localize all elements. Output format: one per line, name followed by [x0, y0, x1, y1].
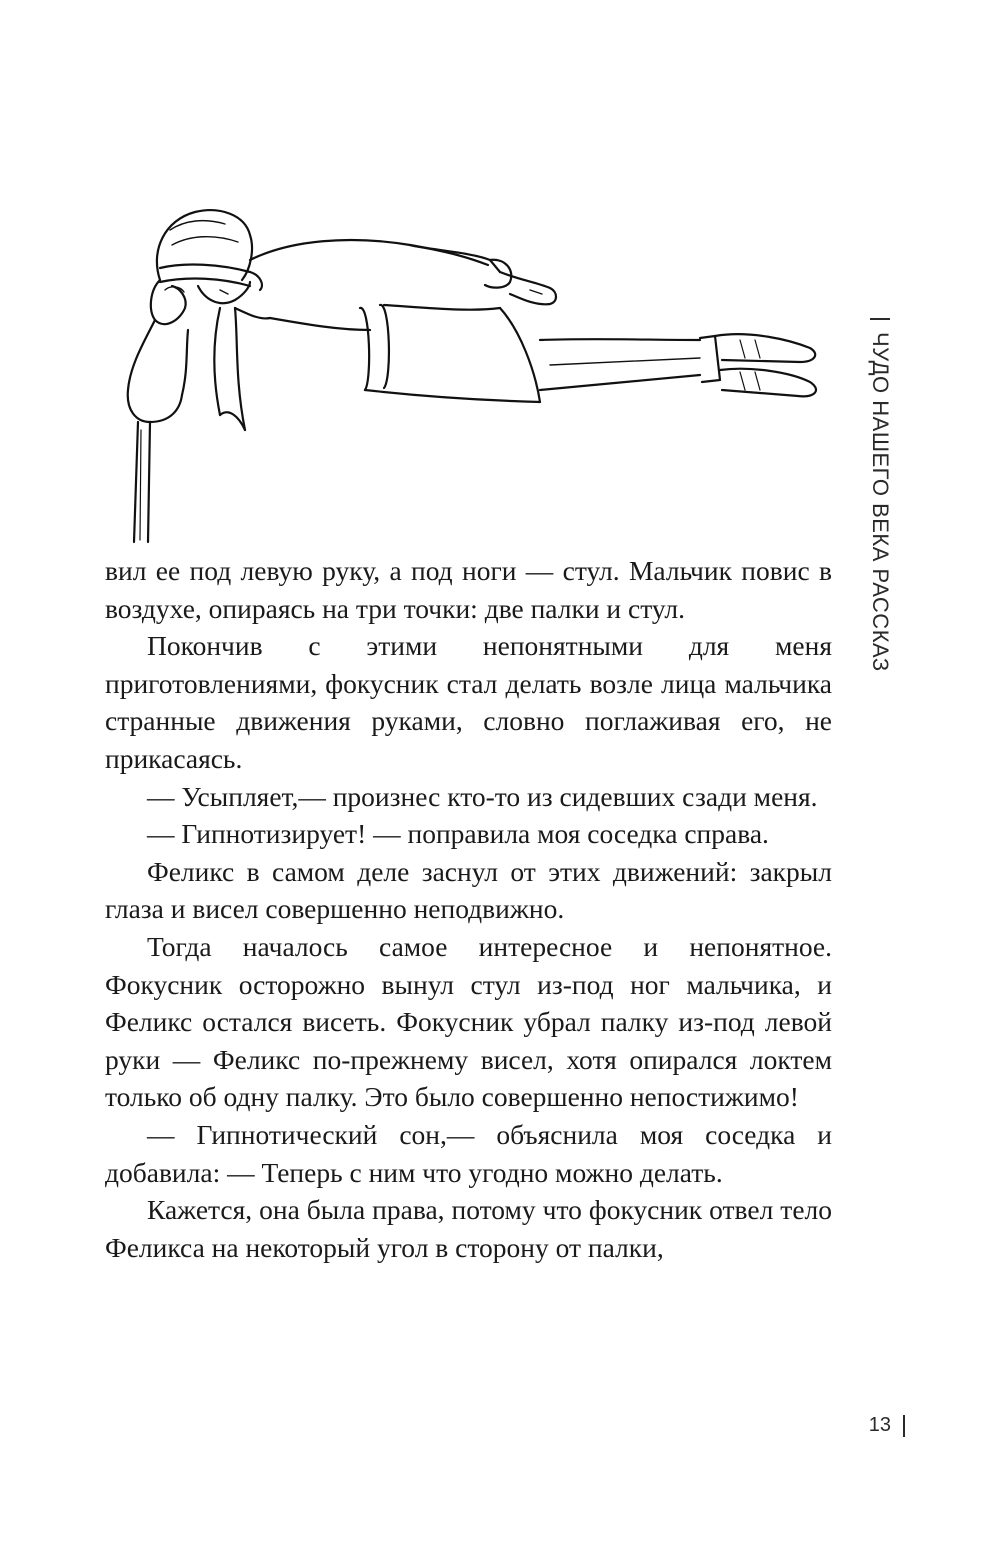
paragraph: Кажется, она была права, потому что фокусник отвел тело Феликса на некоторый угол в сторону от палки, [105, 1194, 832, 1263]
paragraph: — Гипнотизирует! — поправила моя соседка справа. [147, 818, 769, 850]
running-head [862, 318, 898, 678]
paragraph: вил ее под левую руку, а под ноги — стул. Мальчик повис в воздухе, опираясь на три точки: две палки и стул. [105, 555, 832, 624]
running-head-text: ЧУДО НАШЕГО ВЕКА РАССКАЗ [868, 332, 893, 672]
paragraph: — Гипнотический сон,— объяснила моя соседка и добавила: — Теперь с ним что угодно можно делать. [105, 1118, 832, 1188]
paragraph: — Усыпляет,— произнес кто-то из сидевших сзади меня. [147, 780, 818, 812]
levitating-boy-illustration [110, 190, 830, 545]
paragraph: Покончив с этими непонятными для меня приготовлениями, фокусник стал делать возле лица мальчика странные движения руками, словно поглаживая его, не прикасаясь. [105, 630, 832, 774]
page-number [869, 1414, 905, 1437]
divider [903, 1415, 905, 1437]
paragraph: Феликс в самом деле заснул от этих движений: закрыл глаза и висел совершенно неподвижно. [105, 855, 832, 925]
divider [870, 318, 890, 320]
paragraph: Тогда началось самое интересное и непонятное. Фокусник осторожно вынул стул из-под ног мальчика, и Феликс остался висеть. Фокусник убрал палку из-под левой руки — Феликс по-прежнему висел, хотя опирался локтем только об одну палку. Это было совершенно непостижимо! [105, 930, 832, 1113]
page-number-text: 13 [868, 1414, 891, 1436]
body-text [105, 552, 832, 1266]
